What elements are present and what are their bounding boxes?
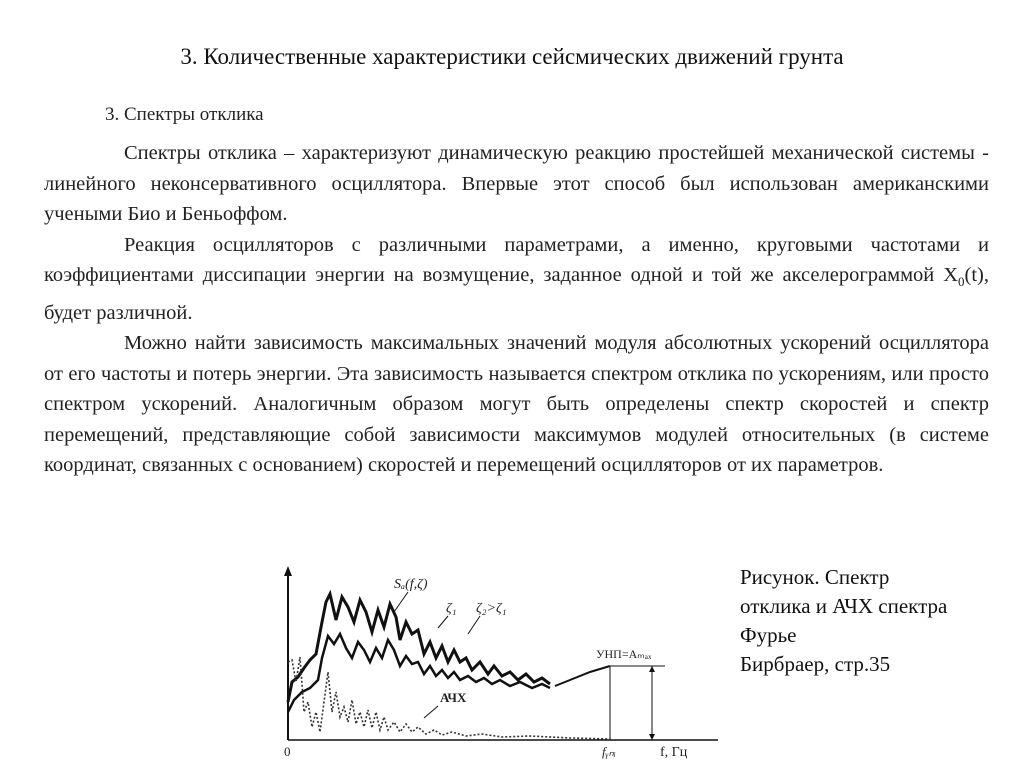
leader-achx xyxy=(424,706,438,718)
leader-sa xyxy=(394,592,408,612)
caption-line-4: Бирбраер, стр.35 xyxy=(740,652,891,676)
caption-line-3: Фурье xyxy=(740,623,797,647)
curve-zeta1-tail xyxy=(555,666,610,686)
unp-arrow-down-icon xyxy=(649,734,655,740)
caption-line-2: отклика и АЧХ спектра xyxy=(740,594,948,618)
label-zeta1: ζ₁ xyxy=(446,601,457,616)
paragraph-2 xyxy=(44,230,989,329)
paragraph-2-text: Реакция осцилляторов с различными параметрами, а именно, круговыми частотами и коэффициентами диссипации энергии на возмущение, заданное одной и той же акселерограммой X xyxy=(44,233,989,286)
spectrum-plot xyxy=(270,562,730,767)
leader-zeta1 xyxy=(438,616,448,628)
label-achx: АЧХ xyxy=(440,690,467,705)
leader-zeta2 xyxy=(468,616,480,634)
label-fyni: fᵧₙᵢ xyxy=(602,744,616,759)
label-origin: 0 xyxy=(284,744,291,759)
paragraph-2-tail: (t), будет различной. xyxy=(44,264,989,324)
section-subtitle: 3. Спектры отклика xyxy=(105,104,264,125)
label-zeta2: ζ₂>ζ₁ xyxy=(476,601,507,616)
label-sa: Sₐ(f,ζ) xyxy=(394,577,428,592)
label-unp: УНП=Aₘₐₓ xyxy=(596,647,652,661)
unp-arrow-up-icon xyxy=(649,666,655,672)
body-text xyxy=(44,138,989,481)
y-axis-arrow-icon xyxy=(284,566,292,576)
response-spectrum-figure xyxy=(270,562,730,767)
label-f-axis: f, Гц xyxy=(660,745,688,760)
paragraph-1: Спектры отклика – характеризуют динамическую реакцию простейшей механической системы - линейного неконсервативного осциллятора. Впервые этот способ был использован американскими учеными Био и Беньоффом. xyxy=(44,142,989,225)
figure-caption xyxy=(740,563,1010,679)
slide-title: 3. Количественные характеристики сейсмических движений грунта xyxy=(180,44,844,69)
caption-line-1: Рисунок. Спектр xyxy=(740,565,890,589)
subscript-zero: 0 xyxy=(958,274,965,290)
paragraph-3: Можно найти зависимость максимальных значений модуля абсолютных ускорений осциллятора от его частоты и потерь энергии. Эта зависимость называется спектром отклика по ускорениям, или просто спектром ускорений. Аналогичным образом могут быть определены спектр скоростей и спектр перемещений, представляющие собой зависимости максимумов модулей относительных (в системе координат, связанных с основанием) скоростей и перемещений осцилляторов от их параметров. xyxy=(44,332,989,477)
